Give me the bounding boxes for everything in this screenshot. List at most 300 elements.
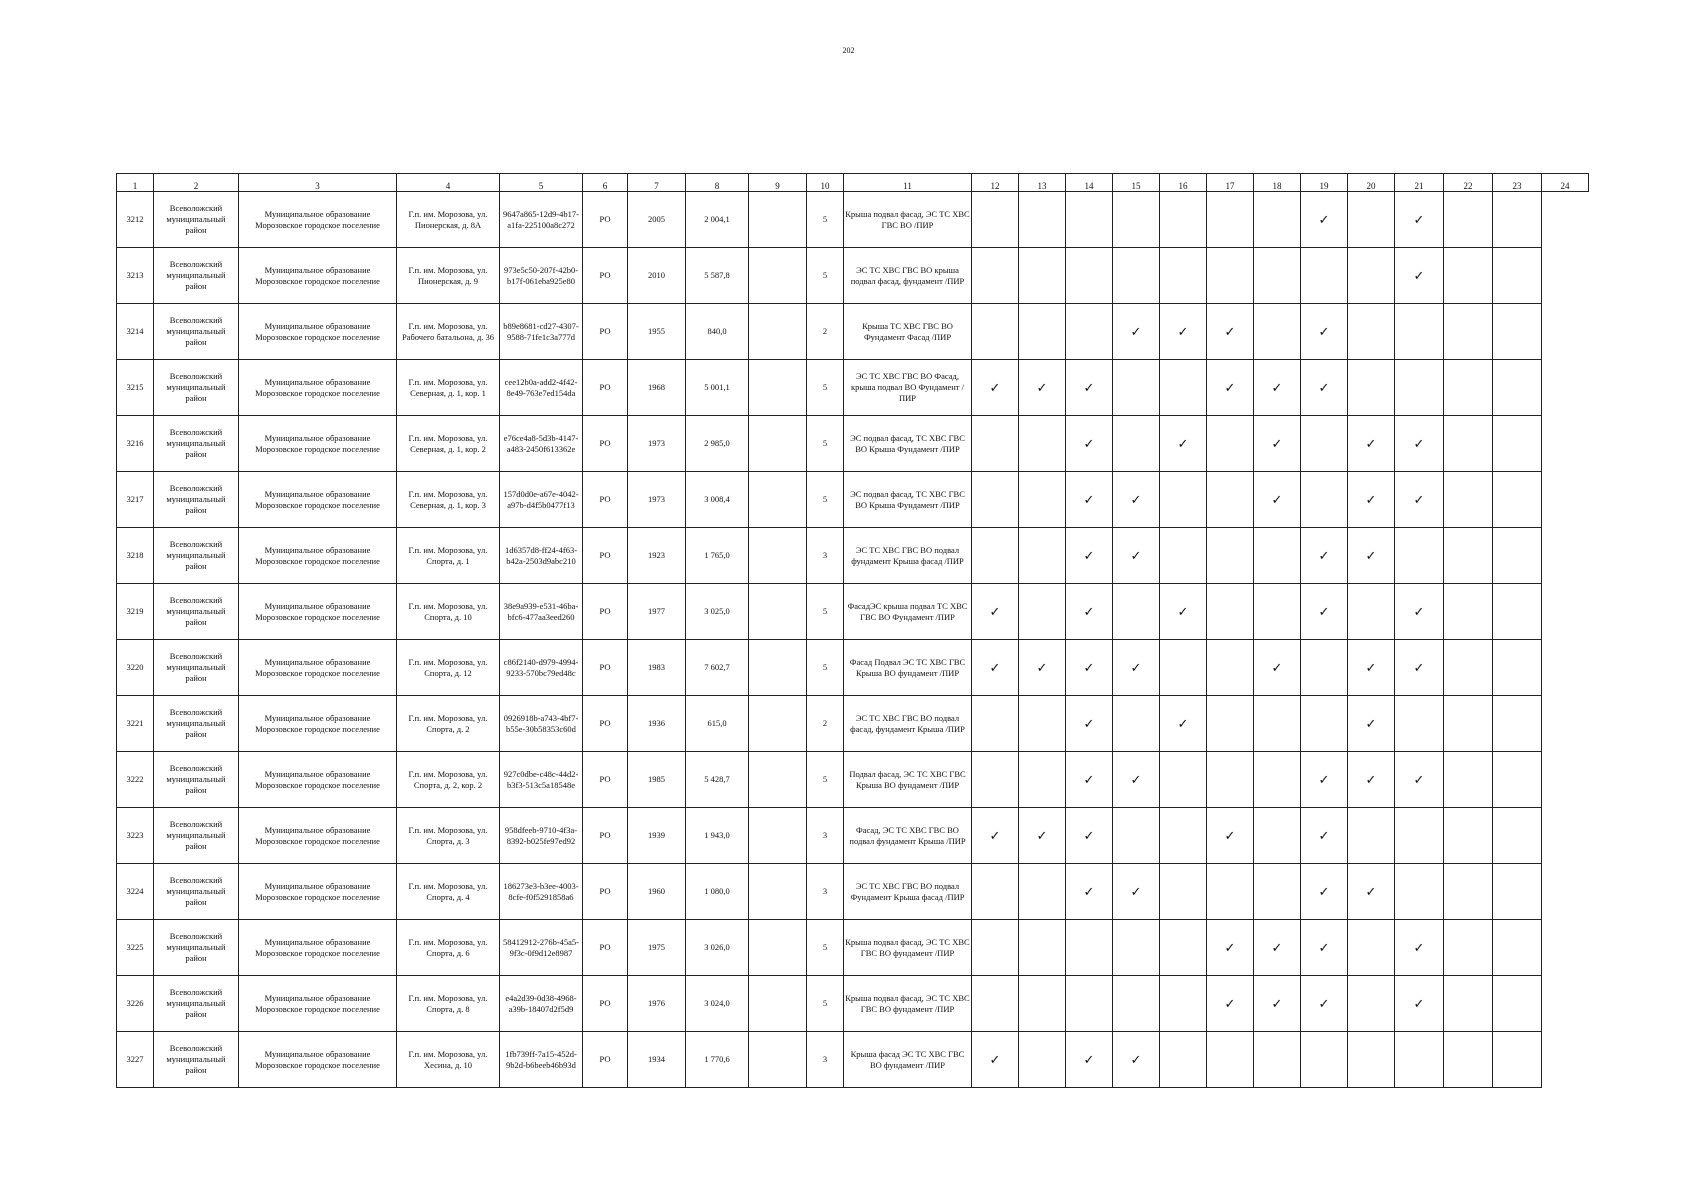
empty-check-cell: [1160, 864, 1207, 920]
empty-check-cell: [1019, 304, 1066, 360]
empty-check-cell: [1113, 248, 1160, 304]
municipality-cell: Муниципальное образование Морозовское городское поселение: [239, 752, 397, 808]
year-built-cell: 1976: [628, 976, 686, 1032]
checkmark-icon: ✓: [1301, 192, 1348, 248]
house-guid-cell: c86f2140-d979-4994-9233-570bc79ed48c: [500, 640, 583, 696]
area-cell: 2 985,0: [686, 416, 749, 472]
empty-check-cell: [1019, 864, 1066, 920]
area-cell: 1 080,0: [686, 864, 749, 920]
year-built-cell: 1973: [628, 472, 686, 528]
checkmark-icon: ✓: [972, 360, 1019, 416]
empty-check-cell: [1395, 864, 1444, 920]
area-cell: 5 587,8: [686, 248, 749, 304]
house-guid-cell: e76ce4a8-5d3b-4147-a483-2450f613362e: [500, 416, 583, 472]
owner-cell: РО: [583, 248, 628, 304]
empty-check-cell: [1254, 808, 1301, 864]
column-header-24: 24: [1542, 174, 1589, 192]
column-header-7: 7: [628, 174, 686, 192]
empty-check-cell: [1493, 192, 1542, 248]
owner-cell: РО: [583, 864, 628, 920]
column-header-9: 9: [749, 174, 807, 192]
checkmark-icon: ✓: [1160, 696, 1207, 752]
house-guid-cell: 958dfeeb-9710-4f3a-8392-b025fe97ed92: [500, 808, 583, 864]
empty-check-cell: [1160, 640, 1207, 696]
column-header-19: 19: [1301, 174, 1348, 192]
works-list-cell: Фасад, ЭС ТС ХВС ГВС ВО подвал фундамент Крыша /ПИР: [844, 808, 972, 864]
empty-check-cell: [1254, 248, 1301, 304]
column-header-22: 22: [1444, 174, 1493, 192]
empty-check-cell: [1348, 976, 1395, 1032]
checkmark-icon: ✓: [1019, 640, 1066, 696]
empty-check-cell: [1348, 304, 1395, 360]
column-header-20: 20: [1348, 174, 1395, 192]
empty-check-cell: [1493, 248, 1542, 304]
checkmark-icon: ✓: [1066, 640, 1113, 696]
checkmark-icon: ✓: [1254, 920, 1301, 976]
empty-check-cell: [1207, 192, 1254, 248]
floors-cell: 3: [807, 528, 844, 584]
works-list-cell: ЭС ТС ХВС ГВС ВО крыша подвал фасад, фундамент /ПИР: [844, 248, 972, 304]
area-cell: 1 943,0: [686, 808, 749, 864]
address-cell: Г.п. им. Морозова, ул. Спорта, д. 4: [397, 864, 500, 920]
address-cell: Г.п. им. Морозова, ул. Пионерская, д. 9: [397, 248, 500, 304]
checkmark-icon: ✓: [1348, 416, 1395, 472]
empty-check-cell: [1493, 696, 1542, 752]
area-cell: 3 008,4: [686, 472, 749, 528]
house-guid-cell: 58412912-276b-45a5-9f3c-0f9d12e8987: [500, 920, 583, 976]
works-list-cell: ЭС ТС ХВС ГВС ВО подвал фундамент Крыша фасад /ПИР: [844, 528, 972, 584]
address-cell: Г.п. им. Морозова, ул. Спорта, д. 2: [397, 696, 500, 752]
column-header-15: 15: [1113, 174, 1160, 192]
year-built-cell: 1955: [628, 304, 686, 360]
page-number: 202: [842, 46, 855, 55]
works-list-cell: ФасадЭС крыша подвал ТС ХВС ГВС ВО Фундамент /ПИР: [844, 584, 972, 640]
table-row: [117, 976, 1589, 1032]
district-cell: Всеволожский муниципальный район: [154, 976, 239, 1032]
house-guid-cell: 1fb739ff-7a15-452d-9b2d-b6beeb46b93d: [500, 1032, 583, 1088]
house-guid-cell: 9647a865-12d9-4b17-a1fa-225100a8c272: [500, 192, 583, 248]
empty-check-cell: [1019, 416, 1066, 472]
empty-check-cell: [1493, 416, 1542, 472]
house-guid-cell: e4a2d39-0d38-4968-a39b-18407d2f5d9: [500, 976, 583, 1032]
empty-check-cell: [1348, 360, 1395, 416]
area-cell: 5 428,7: [686, 752, 749, 808]
empty-check-cell: [1254, 584, 1301, 640]
empty-check-cell: [1066, 304, 1113, 360]
column-9-cell: [749, 304, 807, 360]
checkmark-icon: ✓: [1066, 472, 1113, 528]
empty-check-cell: [1160, 752, 1207, 808]
row-number-cell: 3214: [117, 304, 154, 360]
address-cell: Г.п. им. Морозова, ул. Спорта, д. 3: [397, 808, 500, 864]
row-number-cell: 3215: [117, 360, 154, 416]
empty-check-cell: [1019, 696, 1066, 752]
table-row: [117, 248, 1589, 304]
checkmark-icon: ✓: [1348, 696, 1395, 752]
empty-check-cell: [1395, 528, 1444, 584]
empty-check-cell: [1066, 248, 1113, 304]
column-9-cell: [749, 472, 807, 528]
column-header-6: 6: [583, 174, 628, 192]
empty-check-cell: [1444, 976, 1493, 1032]
municipality-cell: Муниципальное образование Морозовское городское поселение: [239, 472, 397, 528]
table-row: [117, 472, 1589, 528]
checkmark-icon: ✓: [1160, 416, 1207, 472]
works-list-cell: Крыша подвал фасад, ЭС ТС ХВС ГВС ВО /ПИР: [844, 192, 972, 248]
column-header-4: 4: [397, 174, 500, 192]
empty-check-cell: [1444, 304, 1493, 360]
checkmark-icon: ✓: [1066, 808, 1113, 864]
floors-cell: 5: [807, 248, 844, 304]
empty-check-cell: [1395, 304, 1444, 360]
empty-check-cell: [972, 248, 1019, 304]
year-built-cell: 1983: [628, 640, 686, 696]
empty-check-cell: [1019, 248, 1066, 304]
empty-check-cell: [1066, 976, 1113, 1032]
checkmark-icon: ✓: [1207, 808, 1254, 864]
owner-cell: РО: [583, 640, 628, 696]
column-9-cell: [749, 1032, 807, 1088]
floors-cell: 5: [807, 360, 844, 416]
municipality-cell: Муниципальное образование Морозовское городское поселение: [239, 864, 397, 920]
checkmark-icon: ✓: [1207, 360, 1254, 416]
column-header-10: 10: [807, 174, 844, 192]
checkmark-icon: ✓: [1207, 976, 1254, 1032]
year-built-cell: 1936: [628, 696, 686, 752]
column-9-cell: [749, 976, 807, 1032]
table-row: [117, 416, 1589, 472]
area-cell: 2 004,1: [686, 192, 749, 248]
checkmark-icon: ✓: [1301, 920, 1348, 976]
row-number-cell: 3212: [117, 192, 154, 248]
column-number-row: [117, 174, 1589, 192]
area-cell: 615,0: [686, 696, 749, 752]
checkmark-icon: ✓: [1395, 976, 1444, 1032]
empty-check-cell: [1444, 248, 1493, 304]
empty-check-cell: [1254, 528, 1301, 584]
empty-check-cell: [1207, 584, 1254, 640]
empty-check-cell: [1444, 360, 1493, 416]
empty-check-cell: [1066, 192, 1113, 248]
empty-check-cell: [1493, 976, 1542, 1032]
empty-check-cell: [1301, 696, 1348, 752]
area-cell: 3 026,0: [686, 920, 749, 976]
checkmark-icon: ✓: [1348, 528, 1395, 584]
empty-check-cell: [1207, 696, 1254, 752]
empty-check-cell: [1160, 528, 1207, 584]
empty-check-cell: [1493, 304, 1542, 360]
year-built-cell: 1923: [628, 528, 686, 584]
empty-check-cell: [1444, 696, 1493, 752]
house-guid-cell: 927c0dbe-c48c-44d2-b3f3-513c5a18548e: [500, 752, 583, 808]
empty-check-cell: [1113, 808, 1160, 864]
checkmark-icon: ✓: [1019, 360, 1066, 416]
empty-check-cell: [1254, 696, 1301, 752]
owner-cell: РО: [583, 304, 628, 360]
owner-cell: РО: [583, 528, 628, 584]
address-cell: Г.п. им. Морозова, ул. Рабочего батальона, д. 36: [397, 304, 500, 360]
row-number-cell: 3224: [117, 864, 154, 920]
checkmark-icon: ✓: [1113, 864, 1160, 920]
empty-check-cell: [1348, 584, 1395, 640]
checkmark-icon: ✓: [1395, 920, 1444, 976]
empty-check-cell: [1395, 808, 1444, 864]
empty-check-cell: [972, 528, 1019, 584]
checkmark-icon: ✓: [1395, 584, 1444, 640]
floors-cell: 5: [807, 752, 844, 808]
table-body: [117, 192, 1589, 1088]
empty-check-cell: [1493, 864, 1542, 920]
empty-check-cell: [1019, 920, 1066, 976]
address-cell: Г.п. им. Морозова, ул. Спорта, д. 2, кор. 2: [397, 752, 500, 808]
empty-check-cell: [972, 192, 1019, 248]
empty-check-cell: [1113, 584, 1160, 640]
empty-check-cell: [972, 864, 1019, 920]
floors-cell: 2: [807, 304, 844, 360]
house-guid-cell: 157d0d0e-a67e-4042-a97b-d4f5b0477f13: [500, 472, 583, 528]
column-9-cell: [749, 752, 807, 808]
floors-cell: 3: [807, 1032, 844, 1088]
empty-check-cell: [1066, 920, 1113, 976]
empty-check-cell: [1444, 640, 1493, 696]
row-number-cell: 3221: [117, 696, 154, 752]
checkmark-icon: ✓: [1113, 752, 1160, 808]
column-header-8: 8: [686, 174, 749, 192]
empty-check-cell: [1348, 248, 1395, 304]
table-row: [117, 808, 1589, 864]
empty-check-cell: [1444, 584, 1493, 640]
empty-check-cell: [1301, 416, 1348, 472]
empty-check-cell: [1160, 472, 1207, 528]
empty-check-cell: [1019, 1032, 1066, 1088]
works-list-cell: ЭС подвал фасад, ТС ХВС ГВС ВО Крыша Фундамент /ПИР: [844, 416, 972, 472]
empty-check-cell: [1019, 752, 1066, 808]
district-cell: Всеволожский муниципальный район: [154, 584, 239, 640]
works-list-cell: Крыша подвал фасад, ЭС ТС ХВС ГВС ВО фундамент /ПИР: [844, 976, 972, 1032]
area-cell: 840,0: [686, 304, 749, 360]
empty-check-cell: [1348, 920, 1395, 976]
works-list-cell: Подвал фасад, ЭС ТС ХВС ГВС Крыша ВО фундамент /ПИР: [844, 752, 972, 808]
empty-check-cell: [1444, 192, 1493, 248]
district-cell: Всеволожский муниципальный район: [154, 192, 239, 248]
works-list-cell: Крыша подвал фасад, ЭС ТС ХВС ГВС ВО фундамент /ПИР: [844, 920, 972, 976]
empty-check-cell: [1113, 192, 1160, 248]
year-built-cell: 1985: [628, 752, 686, 808]
empty-check-cell: [1019, 192, 1066, 248]
owner-cell: РО: [583, 360, 628, 416]
column-header-1: 1: [117, 174, 154, 192]
year-built-cell: 1968: [628, 360, 686, 416]
municipality-cell: Муниципальное образование Морозовское городское поселение: [239, 696, 397, 752]
works-list-cell: Фасад Подвал ЭС ТС ХВС ГВС Крыша ВО фундамент /ПИР: [844, 640, 972, 696]
column-header-2: 2: [154, 174, 239, 192]
floors-cell: 5: [807, 920, 844, 976]
year-built-cell: 1934: [628, 1032, 686, 1088]
empty-check-cell: [1395, 1032, 1444, 1088]
checkmark-icon: ✓: [972, 584, 1019, 640]
row-number-cell: 3223: [117, 808, 154, 864]
municipality-cell: Муниципальное образование Морозовское городское поселение: [239, 248, 397, 304]
empty-check-cell: [1160, 808, 1207, 864]
checkmark-icon: ✓: [1160, 304, 1207, 360]
year-built-cell: 1973: [628, 416, 686, 472]
address-cell: Г.п. им. Морозова, ул. Пионерская, д. 8А: [397, 192, 500, 248]
column-9-cell: [749, 584, 807, 640]
checkmark-icon: ✓: [1113, 304, 1160, 360]
empty-check-cell: [1348, 1032, 1395, 1088]
table-row: [117, 192, 1589, 248]
checkmark-icon: ✓: [1066, 584, 1113, 640]
checkmark-icon: ✓: [1019, 808, 1066, 864]
checkmark-icon: ✓: [1254, 640, 1301, 696]
checkmark-icon: ✓: [1113, 472, 1160, 528]
checkmark-icon: ✓: [1066, 752, 1113, 808]
municipality-cell: Муниципальное образование Морозовское городское поселение: [239, 304, 397, 360]
empty-check-cell: [1113, 976, 1160, 1032]
floors-cell: 5: [807, 640, 844, 696]
empty-check-cell: [1493, 808, 1542, 864]
empty-check-cell: [1113, 360, 1160, 416]
empty-check-cell: [1019, 976, 1066, 1032]
empty-check-cell: [1113, 920, 1160, 976]
empty-check-cell: [1113, 696, 1160, 752]
empty-check-cell: [972, 920, 1019, 976]
house-guid-cell: 1d6357d8-ff24-4f63-b42a-2503d9abc210: [500, 528, 583, 584]
works-list-cell: ЭС ТС ХВС ГВС ВО Фасад, крыша подвал ВО Фундамент /ПИР: [844, 360, 972, 416]
empty-check-cell: [1493, 528, 1542, 584]
checkmark-icon: ✓: [1113, 528, 1160, 584]
table-row: [117, 584, 1589, 640]
checkmark-icon: ✓: [1254, 360, 1301, 416]
year-built-cell: 1975: [628, 920, 686, 976]
empty-check-cell: [1207, 248, 1254, 304]
empty-check-cell: [972, 472, 1019, 528]
checkmark-icon: ✓: [1066, 528, 1113, 584]
floors-cell: 2: [807, 696, 844, 752]
empty-check-cell: [1160, 248, 1207, 304]
column-9-cell: [749, 360, 807, 416]
owner-cell: РО: [583, 584, 628, 640]
empty-check-cell: [1254, 864, 1301, 920]
empty-check-cell: [1301, 248, 1348, 304]
checkmark-icon: ✓: [1348, 472, 1395, 528]
checkmark-icon: ✓: [1160, 584, 1207, 640]
checkmark-icon: ✓: [1066, 1032, 1113, 1088]
district-cell: Всеволожский муниципальный район: [154, 472, 239, 528]
address-cell: Г.п. им. Морозова, ул. Хесина, д. 10: [397, 1032, 500, 1088]
table-row: [117, 920, 1589, 976]
checkmark-icon: ✓: [1301, 584, 1348, 640]
table-row: [117, 1032, 1589, 1088]
checkmark-icon: ✓: [1301, 976, 1348, 1032]
district-cell: Всеволожский муниципальный район: [154, 1032, 239, 1088]
row-number-cell: 3217: [117, 472, 154, 528]
empty-check-cell: [1254, 1032, 1301, 1088]
empty-check-cell: [1493, 752, 1542, 808]
area-cell: 3 025,0: [686, 584, 749, 640]
row-number-cell: 3219: [117, 584, 154, 640]
empty-check-cell: [1444, 416, 1493, 472]
row-number-cell: 3226: [117, 976, 154, 1032]
year-built-cell: 2010: [628, 248, 686, 304]
address-cell: Г.п. им. Морозова, ул. Северная, д. 1, кор. 1: [397, 360, 500, 416]
empty-check-cell: [972, 976, 1019, 1032]
empty-check-cell: [1301, 1032, 1348, 1088]
empty-check-cell: [1395, 360, 1444, 416]
checkmark-icon: ✓: [1395, 640, 1444, 696]
floors-cell: 3: [807, 864, 844, 920]
empty-check-cell: [1207, 752, 1254, 808]
empty-check-cell: [1160, 360, 1207, 416]
address-cell: Г.п. им. Морозова, ул. Северная, д. 1, кор. 2: [397, 416, 500, 472]
empty-check-cell: [972, 696, 1019, 752]
municipality-cell: Муниципальное образование Морозовское городское поселение: [239, 920, 397, 976]
checkmark-icon: ✓: [1066, 360, 1113, 416]
checkmark-icon: ✓: [1254, 472, 1301, 528]
row-number-cell: 3220: [117, 640, 154, 696]
floors-cell: 5: [807, 472, 844, 528]
area-cell: 1 770,6: [686, 1032, 749, 1088]
floors-cell: 5: [807, 584, 844, 640]
checkmark-icon: ✓: [1207, 920, 1254, 976]
row-number-cell: 3218: [117, 528, 154, 584]
column-header-17: 17: [1207, 174, 1254, 192]
floors-cell: 5: [807, 976, 844, 1032]
row-number-cell: 3222: [117, 752, 154, 808]
column-header-14: 14: [1066, 174, 1113, 192]
checkmark-icon: ✓: [1301, 304, 1348, 360]
checkmark-icon: ✓: [1348, 752, 1395, 808]
empty-check-cell: [1444, 1032, 1493, 1088]
empty-check-cell: [1444, 864, 1493, 920]
empty-check-cell: [1207, 416, 1254, 472]
empty-check-cell: [1160, 1032, 1207, 1088]
column-9-cell: [749, 696, 807, 752]
checkmark-icon: ✓: [1301, 528, 1348, 584]
column-header-11: 11: [844, 174, 972, 192]
works-list-cell: ЭС подвал фасад, ТС ХВС ГВС ВО Крыша Фундамент /ПИР: [844, 472, 972, 528]
district-cell: Всеволожский муниципальный район: [154, 416, 239, 472]
area-cell: 3 024,0: [686, 976, 749, 1032]
address-cell: Г.п. им. Морозова, ул. Спорта, д. 10: [397, 584, 500, 640]
works-list-cell: Крыша фасад ЭС ТС ХВС ГВС ВО фундамент /ПИР: [844, 1032, 972, 1088]
works-list-cell: Крыша ТС ХВС ГВС ВО Фундамент Фасад /ПИР: [844, 304, 972, 360]
checkmark-icon: ✓: [1066, 696, 1113, 752]
checkmark-icon: ✓: [1207, 304, 1254, 360]
checkmark-icon: ✓: [1395, 752, 1444, 808]
house-guid-cell: 0926918b-a743-4bf7-b55e-30b58353c60d: [500, 696, 583, 752]
column-header-5: 5: [500, 174, 583, 192]
empty-check-cell: [1444, 528, 1493, 584]
table-row: [117, 304, 1589, 360]
checkmark-icon: ✓: [972, 640, 1019, 696]
empty-check-cell: [1444, 752, 1493, 808]
empty-check-cell: [1207, 1032, 1254, 1088]
house-guid-cell: 38e9a939-e531-46ba-bfc6-477aa3eed260: [500, 584, 583, 640]
empty-check-cell: [972, 416, 1019, 472]
municipality-cell: Муниципальное образование Морозовское городское поселение: [239, 584, 397, 640]
checkmark-icon: ✓: [1066, 416, 1113, 472]
address-cell: Г.п. им. Морозова, ул. Спорта, д. 6: [397, 920, 500, 976]
checkmark-icon: ✓: [972, 808, 1019, 864]
empty-check-cell: [1207, 640, 1254, 696]
row-number-cell: 3225: [117, 920, 154, 976]
address-cell: Г.п. им. Морозова, ул. Спорта, д. 8: [397, 976, 500, 1032]
column-9-cell: [749, 416, 807, 472]
checkmark-icon: ✓: [1301, 752, 1348, 808]
row-number-cell: 3227: [117, 1032, 154, 1088]
house-guid-cell: 973e5c50-207f-42b0-b17f-061eba925e80: [500, 248, 583, 304]
